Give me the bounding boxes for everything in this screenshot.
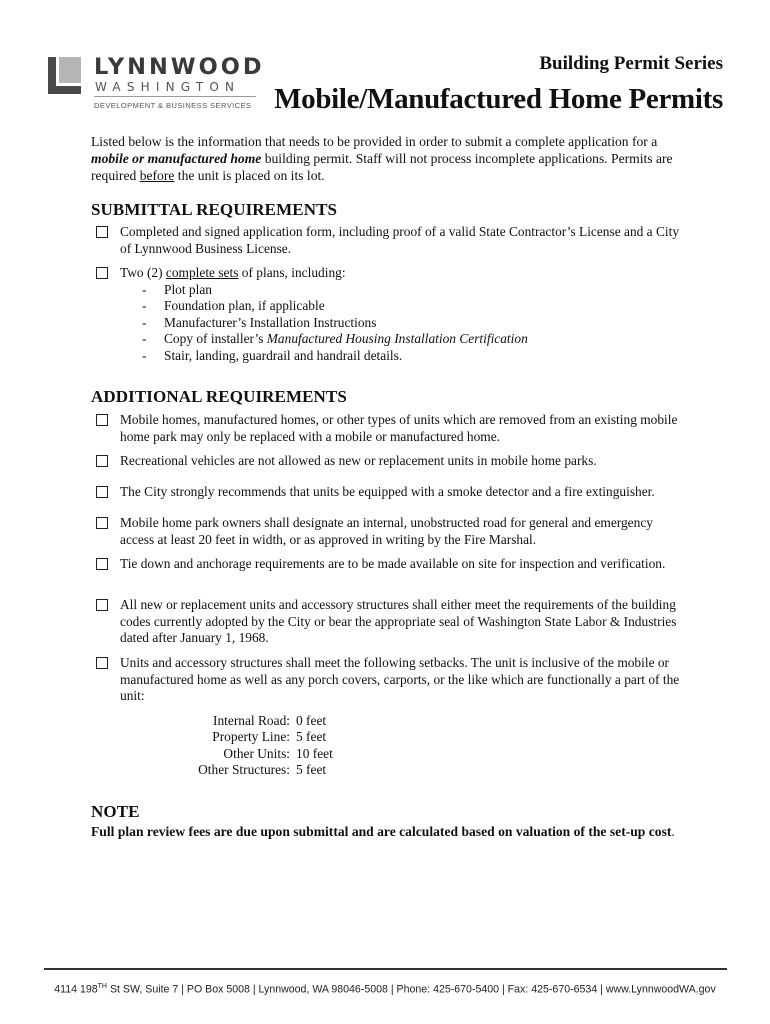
requirement-item: Units and accessory structures shall meet the following setbacks. The unit is inclusive of the mobile or manufactured home as well as any porch covers, carports, or the like which are functionally a part of the unit: xyxy=(120,655,680,703)
footer-contact: 4114 198TH St SW, Suite 7 | PO Box 5008 | Lynnwood, WA 98046-5008 | Phone: 425-670-5400 | Fax: 425-670-6534 | www.LynnwoodWA.gov xyxy=(54,983,716,996)
permit-series: Building Permit Series xyxy=(539,53,723,74)
checkbox-plan-sets[interactable] xyxy=(96,267,108,279)
requirement-item: Tie down and anchorage requirements are to be made available on site for inspection and verification. xyxy=(120,556,666,571)
page-title: Mobile/Manufactured Home Permits xyxy=(274,83,723,115)
checkbox-smoke-detector[interactable] xyxy=(96,486,108,498)
intro-paragraph: Listed below is the information that needs to be provided in order to submit a complete application for a mobile or manufactured home building permit. Staff will not process incomplete applications. Permits are required before the unit is placed on its lot. xyxy=(91,134,673,183)
submittal-heading: SUBMITTAL REQUIREMENTS xyxy=(91,200,338,219)
checkbox-setbacks[interactable] xyxy=(96,657,108,669)
lynnwood-logo-mark xyxy=(48,57,81,94)
setback-value: 5 feet xyxy=(296,729,327,744)
requirement-item: Mobile homes, manufactured homes, or other types of units which are removed from an existing mobile home park may only be replaced with a mobile or manufactured home. xyxy=(120,412,678,444)
logo-department: DEVELOPMENT & BUSINESS SERVICES xyxy=(94,101,252,110)
checkbox-internal-road[interactable] xyxy=(96,517,108,529)
requirement-item: All new or replacement units and accessory structures shall either meet the requirements of the building codes currently adopted by the City or bear the appropriate seal of Washington State Labor & Industries dated after January 1, 1968. xyxy=(120,597,677,645)
logo-divider xyxy=(94,96,256,97)
plan-list-item: - Stair, landing, guardrail and handrail details. xyxy=(142,348,403,363)
logo-state: WASHINGTON xyxy=(95,80,241,94)
footer-divider xyxy=(44,968,727,970)
plan-list-item: - Copy of installer’s Manufactured Housing Installation Certification xyxy=(142,331,528,346)
note-body: Full plan review fees are due upon submittal and are calculated based on valuation of the set-up cost. xyxy=(91,824,675,839)
note-heading: NOTE xyxy=(91,802,140,821)
plan-list-item: - Manufacturer’s Installation Instructions xyxy=(142,315,377,330)
setback-label: Other Units: xyxy=(223,746,290,761)
setback-label: Property Line: xyxy=(212,729,290,744)
checkbox-tie-down[interactable] xyxy=(96,558,108,570)
setback-label: Other Structures: xyxy=(198,762,290,777)
submittal-item-application: Completed and signed application form, including proof of a valid State Contractor’s License and a City of Lynnwood Business License. xyxy=(120,224,680,256)
requirement-item: Recreational vehicles are not allowed as new or replacement units in mobile home parks. xyxy=(120,453,597,468)
checkbox-building-codes[interactable] xyxy=(96,599,108,611)
additional-heading: ADDITIONAL REQUIREMENTS xyxy=(91,387,347,406)
logo-wordmark: LYNNWOOD xyxy=(94,54,265,80)
setback-value: 5 feet xyxy=(296,762,327,777)
setback-value: 10 feet xyxy=(296,746,333,761)
plan-list-item: - Plot plan xyxy=(142,282,212,297)
checkbox-replacement-units[interactable] xyxy=(96,414,108,426)
requirement-item: Mobile home park owners shall designate an internal, unobstructed road for general and emergency access at least 20 feet in width, or as approved in writing by the Fire Marshal. xyxy=(120,515,653,547)
setback-label: Internal Road: xyxy=(213,713,290,728)
setback-value: 0 feet xyxy=(296,713,327,728)
checkbox-recreational-vehicles[interactable] xyxy=(96,455,108,467)
checkbox-application-form[interactable] xyxy=(96,226,108,238)
requirement-item: The City strongly recommends that units be equipped with a smoke detector and a fire extinguisher. xyxy=(120,484,655,499)
submittal-item-plans: Two (2) complete sets of plans, including: xyxy=(120,265,346,280)
plan-list-item: - Foundation plan, if applicable xyxy=(142,298,325,313)
